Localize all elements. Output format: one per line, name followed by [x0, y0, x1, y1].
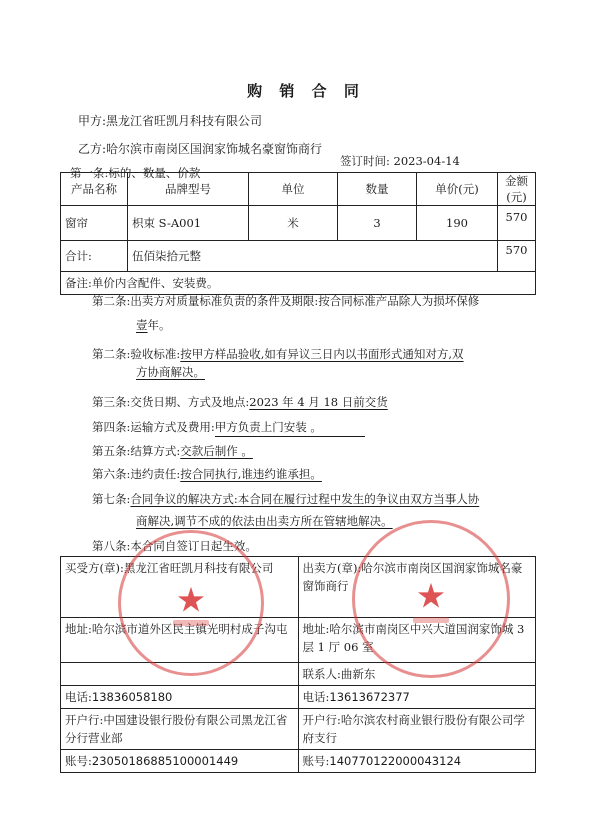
star-icon: ★ [175, 580, 207, 621]
buyer-account-cell [61, 750, 299, 773]
clause-label: 第四条: [92, 420, 131, 434]
buyer-account: 23050186885100001449 [91, 754, 239, 768]
cell-unit-price: 190 [417, 206, 498, 241]
account-label: 账号: [65, 754, 92, 768]
seller-bank: 开户行:哈尔滨农村商业银行股份有限公司学府支行 [298, 709, 536, 750]
seal-bar [413, 617, 449, 623]
remark: 备注:单价内含配件、安装费。 [61, 272, 536, 295]
total-row [61, 241, 536, 272]
clause-prefix: 运输方式及费用: [130, 420, 215, 434]
account-label: 账号: [302, 754, 330, 768]
clause-prefix: 验收标准: [130, 347, 181, 361]
header-product-name: 产品名称 [61, 173, 128, 206]
buyer-address: 地址:哈尔滨市道外区民主镇光明村成子沟屯 [61, 618, 299, 663]
cell-amount: 570 [498, 206, 536, 241]
party-a: 甲方:黑龙江省旺凯月科技有限公司 [78, 114, 263, 128]
goods-table [60, 172, 536, 295]
sign-date: 签订时间: 2023-04-14 [340, 154, 460, 168]
seller-party: 出卖方(章):哈尔滨市南岗区国润家饰城名豪窗饰商行 [298, 557, 536, 618]
clause-text: 商解决,调节不成的依法由出卖方所在管辖地解决。 [136, 514, 393, 528]
seller-phone: 13613672377 [329, 690, 410, 704]
total-words: 伍佰柒拾元整 [128, 241, 498, 272]
table-row [61, 709, 536, 750]
seller-address: 地址:哈尔滨市南岗区中兴大道国润家饰城 3 层 1 厅 06 室 [298, 618, 536, 663]
clause-prefix: 交货日期、方式及地点: [130, 395, 250, 409]
clause-label: 第六条: [92, 467, 131, 481]
phone-label: 电话: [302, 690, 330, 704]
delivery-date: 2023 年 4 月 18 日前交货 [249, 395, 388, 409]
total-amount: 570 [498, 241, 536, 272]
clause-5 [92, 418, 365, 437]
table-row [61, 686, 536, 709]
clause-6 [92, 442, 253, 460]
clause-text: 交款后制作 。 [180, 444, 253, 458]
clause-text: 按合同执行,谁违约谁承担。 [180, 467, 322, 481]
buyer-phone-cell [61, 686, 299, 709]
table-row [61, 206, 536, 241]
clause-label: 第五条: [92, 444, 131, 458]
clause-4 [92, 393, 388, 411]
clause-2 [92, 292, 479, 334]
star-icon: ★ [415, 576, 447, 617]
buyer-party: 买受方(章):黑龙江省旺凯月科技有限公司 [61, 557, 299, 618]
warranty-years: 壹 [136, 318, 148, 332]
clause-prefix: 违约责任: [130, 467, 181, 481]
clause-7 [92, 465, 322, 483]
clause-prefix: 结算方式: [130, 444, 181, 458]
header-unit: 单位 [249, 173, 338, 206]
buyer-company-seal [118, 530, 264, 676]
document-title: 购 销 合 同 [247, 82, 365, 100]
clause-text: 本合同在履行过程中发生的争议由双方当事人协 [237, 492, 480, 506]
seller-account-cell [298, 750, 536, 773]
clause-label: 第三条: [92, 395, 131, 409]
table-row [61, 750, 536, 773]
clause-1: 第一条:标的、数量、价款 [70, 166, 201, 180]
buyer-phone: 13836058180 [91, 690, 173, 704]
seller-phone-cell [298, 686, 536, 709]
cell-product-name: 窗帘 [61, 206, 128, 241]
clause-text: 按甲方样品验收,如有异议三日内以书面形式通知对方,双 [180, 347, 464, 361]
clause-3 [92, 345, 464, 381]
cell-unit: 米 [249, 206, 338, 241]
clause-text: 本合同自签订日起生效。 [130, 539, 257, 553]
header-quantity: 数量 [338, 173, 417, 206]
clause-label: 第二条: [92, 347, 131, 361]
header-brand-model: 品牌型号 [128, 173, 249, 206]
seller-contact: 联系人:曲新东 [298, 663, 536, 686]
cell-quantity: 3 [338, 206, 417, 241]
party-b: 乙方:哈尔滨市南岗区国润家饰城名豪窗饰商行 [78, 142, 323, 156]
total-label: 合计: [61, 241, 128, 272]
clause-label: 第七条: [92, 492, 131, 506]
header-amount: 金额(元) [498, 173, 536, 206]
seller-account: 140770122000043124 [329, 754, 462, 768]
clause-text: 年。 [147, 318, 171, 332]
cell-brand-model: 枳束 S-A001 [128, 206, 249, 241]
clause-prefix: 合同争议的解决方式: [130, 492, 238, 506]
seal-bar [173, 620, 209, 626]
phone-label: 电话: [65, 690, 92, 704]
clause-text: 方协商解决。 [136, 365, 205, 379]
buyer-bank: 开户行:中国建设银行股份有限公司黑龙江省分行营业部 [61, 709, 299, 750]
goods-table-header [61, 173, 536, 206]
clause-text: 出卖方对质量标准负责的条件及期限:按合同标准产品除人为损坏保修 [130, 294, 480, 308]
seller-company-seal [352, 520, 510, 678]
clause-label: 第二条: [92, 294, 131, 308]
clause-label: 第八条: [92, 539, 131, 553]
header-unit-price: 单价(元) [417, 173, 498, 206]
clause-text: 甲方负责上门安装 。 [215, 418, 365, 437]
